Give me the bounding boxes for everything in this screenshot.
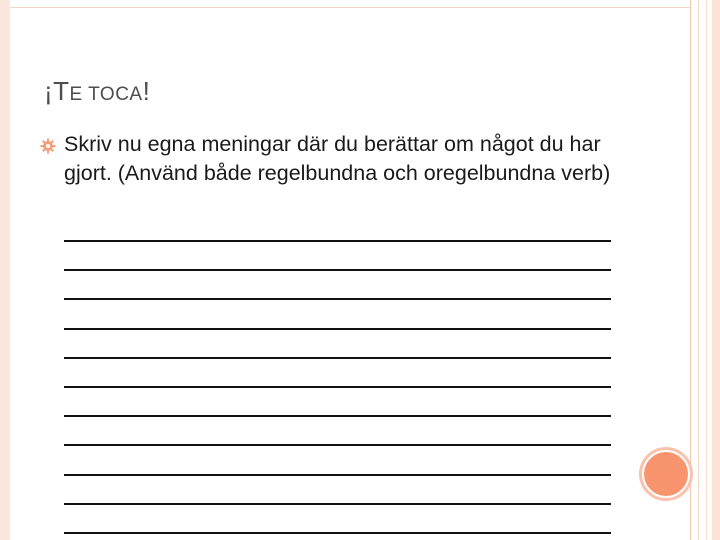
answer-line bbox=[64, 357, 611, 359]
answer-line bbox=[64, 532, 611, 534]
right-frame-line bbox=[706, 0, 707, 540]
answer-line bbox=[64, 240, 611, 242]
title-part: ! bbox=[142, 76, 151, 106]
answer-line bbox=[64, 269, 611, 271]
title-part: E TOCA bbox=[69, 84, 143, 105]
answer-line bbox=[64, 415, 611, 417]
answer-line bbox=[64, 503, 611, 505]
answer-line bbox=[64, 298, 611, 300]
right-border-band bbox=[712, 0, 720, 540]
answer-line bbox=[64, 474, 611, 476]
decorative-circle bbox=[642, 450, 690, 498]
answer-line bbox=[64, 328, 611, 330]
top-frame-line bbox=[10, 0, 690, 8]
left-border-band bbox=[0, 0, 10, 540]
right-frame-line bbox=[698, 0, 699, 540]
answer-line bbox=[64, 386, 611, 388]
slide-title bbox=[44, 76, 150, 107]
answer-line bbox=[64, 444, 611, 446]
right-frame-line bbox=[690, 0, 691, 540]
gear-icon bbox=[40, 138, 56, 154]
bullet-text: Skriv nu egna meningar där du berättar om något du har gjort. (Använd både regelbundna och oregelbundna verb) bbox=[64, 132, 611, 185]
title-part: ¡T bbox=[44, 76, 70, 106]
